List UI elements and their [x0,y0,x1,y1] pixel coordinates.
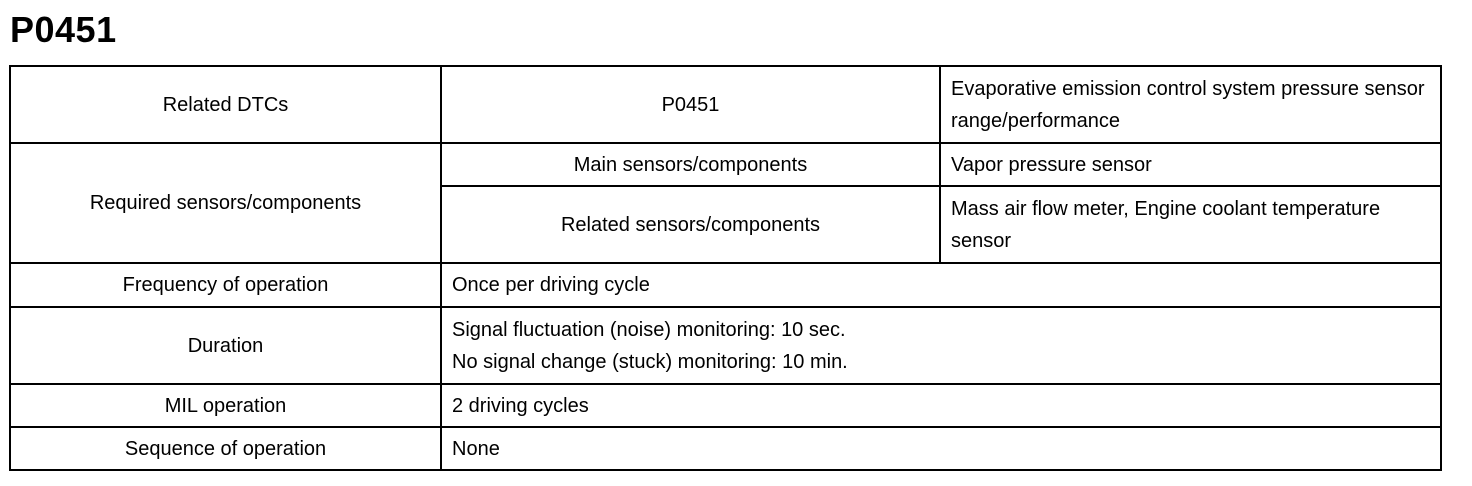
duration-noise-line: Signal fluctuation (noise) monitoring: 10 sec. [452,318,846,341]
table-row [10,263,1441,307]
duration-value [441,307,1441,384]
table-row [10,427,1441,470]
main-sensors-label: Main sensors/components [441,143,940,186]
page-title: P0451 [10,9,117,50]
duration-label: Duration [10,307,441,384]
related-dtcs-description: Evaporative emission control system pressure sensor range/performance [940,66,1441,143]
table-row [10,307,1441,384]
mil-operation-label: MIL operation [10,384,441,427]
frequency-label: Frequency of operation [10,263,441,307]
related-sensors-value: Mass air flow meter, Engine coolant temperature sensor [940,186,1441,263]
main-sensors-value: Vapor pressure sensor [940,143,1441,186]
duration-stuck-line: No signal change (stuck) monitoring: 10 min. [452,350,848,373]
related-dtcs-code: P0451 [441,66,940,143]
dtc-spec-table [9,65,1442,471]
required-sensors-label: Required sensors/components [10,143,441,263]
sequence-label: Sequence of operation [10,427,441,470]
frequency-value: Once per driving cycle [441,263,1441,307]
sequence-value: None [441,427,1441,470]
table-row [10,66,1441,143]
table-row [10,384,1441,427]
table-row [10,143,1441,186]
mil-operation-value: 2 driving cycles [441,384,1441,427]
related-dtcs-label: Related DTCs [10,66,441,143]
related-sensors-label: Related sensors/components [441,186,940,263]
